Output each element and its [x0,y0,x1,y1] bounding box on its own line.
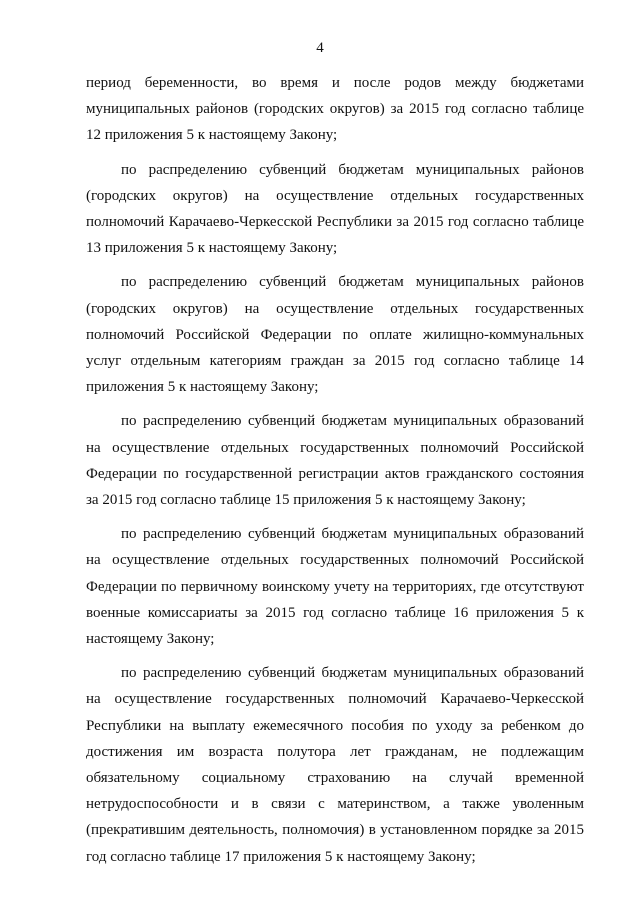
paragraph-table-17: по распределению субвенций бюджетам муниципальных образований на осуществление государственных полномочий Карачаево-Черкесской Республики на выплату ежемесячного пособия по уходу за ребенком до достижения им возраста полутора лет гражданам, не подлежащим обязательному социальному страхованию на случай временной нетрудоспособности и в связи с материнством, а также уволенным (прекратившим деятельность, полномочия) в установленном порядке за 2015 год согласно таблице 17 приложения 5 к настоящему Закону; [86,665,584,865]
paragraph-table-15: по распределению субвенций бюджетам муниципальных образований на осуществление отдельных государственных полномочий Российской Федерации по государственной регистрации актов гражданского состояния за 2015 год согласно таблице 15 приложения 5 к настоящему Закону; [86,413,584,509]
page-number: 4 [316,40,324,56]
paragraph-table-14: по распределению субвенций бюджетам муниципальных районов (городских округов) на осуществление отдельных государственных полномочий Российской Федерации по оплате жилищно-коммунальных услуг отдельным категориям граждан за 2015 год согласно таблице 14 приложения 5 к настоящему Закону; [86,274,584,396]
paragraph-table-13: по распределению субвенций бюджетам муниципальных районов (городских округов) на осуществление отдельных государственных полномочий Карачаево-Черкесской Республики за 2015 год согласно таблице 13 приложения 5 к настоящему Закону; [86,161,584,257]
paragraph-continuation: период беременности, во время и после родов между бюджетами муниципальных районов (городских округов) за 2015 год согласно таблице 12 приложения 5 к настоящему Закону; [86,75,584,144]
paragraph-table-16: по распределению субвенций бюджетам муниципальных образований на осуществление отдельных государственных полномочий Российской Федерации по первичному воинскому учету на территориях, где отсутствуют военные комиссариаты за 2015 год согласно таблице 16 приложения 5 к настоящему Закону; [86,526,584,648]
document-body [86,70,584,878]
